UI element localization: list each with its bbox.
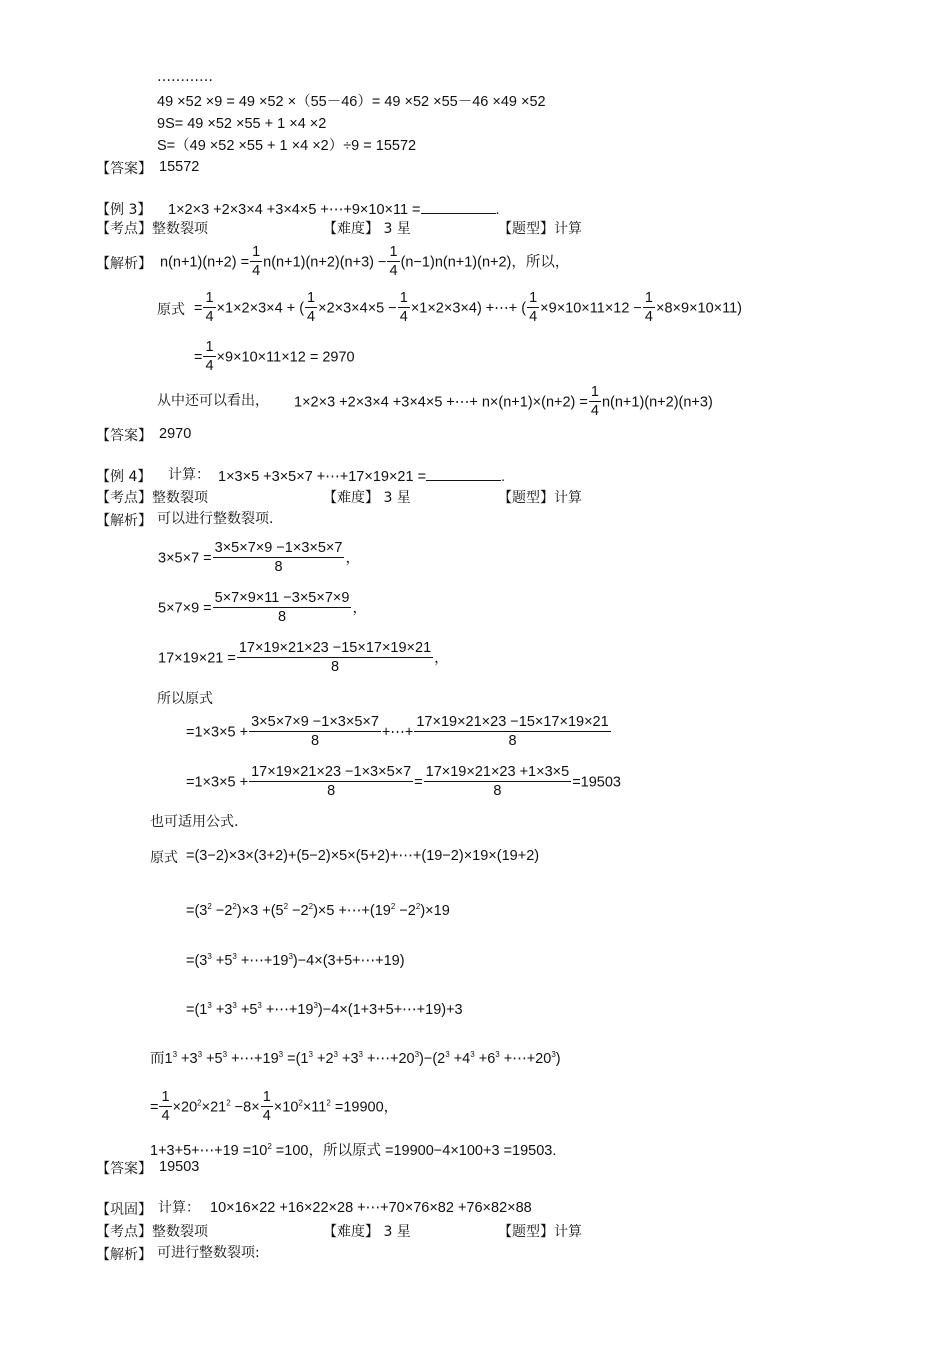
ex4-formula-6: = $\frac{1}{4}$ $\times 20^2\times 21^2 -8\times$ $\frac{1}{4}$ $\times 10^2\times 11^2 =19900$，	[150, 1089, 399, 1124]
example-4-label: 【例 4】	[96, 469, 152, 485]
calc-label: 计算：	[158, 1200, 200, 1216]
example-4-question: 1×3×5 +3×5×7 +⋯+17×19×21 = .	[218, 466, 505, 486]
derivation-line-3: S=（49 ×52 ×55 + 1 ×4 ×2）÷9 = 15572	[157, 138, 417, 154]
ex3-solution-line-2: = $\frac{1}{4}$ ×1×2×3×4 + ( $\frac{1}{4}$ ×2×3×4×5 − $\frac{1}{4}$ ×1×2×3×4) +⋯+ ( $\frac{1}{4}$ ×9×10×11×12 − $\frac{1}{4}$ ×8×9×10×11)	[194, 290, 743, 325]
answer-blank	[426, 466, 501, 481]
jiexi-label: 【解析】	[96, 256, 152, 272]
calc-label: 计算：	[168, 467, 210, 483]
answer-value: 15572	[159, 159, 200, 175]
alt-method-text: 也可适用公式.	[150, 814, 239, 830]
answer-blank	[421, 199, 496, 214]
ex4-row-3: 17×19×21 = $\frac{17\times 19\times 21\times 23 -15\times 17\times 19\times 21}{8}$ ，	[158, 640, 449, 675]
gonggu-question: 10×16×22 +16×22×28 +⋯+70×76×82 +76×82×88	[210, 1200, 532, 1216]
example-3-label: 【例 3】	[96, 202, 152, 218]
gonggu-label: 【巩固】	[96, 1202, 152, 1218]
ex3-solution-line-3: = $\frac{1}{4}$ ×9×10×11×12 = 2970	[194, 339, 355, 374]
answer-label: 【答案】	[96, 428, 152, 444]
derivation-line-1: 49 ×52 ×9 = 49 ×52 ×（55－46）= 49 ×52 ×55－46 ×49 ×52	[157, 94, 546, 110]
gonggu-intro: 可进行整数裂项:	[157, 1245, 260, 1261]
tixing-label: 【题型】计算	[498, 1224, 582, 1240]
nandu-label: 【难度】 3 星	[323, 490, 411, 506]
yuanshi-label: 原式	[150, 850, 178, 866]
ex4-row-5: =1×3×5 + $\frac{17\times 19\times 21\times 23 -1\times 3\times 5\times 7}{8}$ = $\frac{17\times 19\times 21\times 23 +1\times 3\times 5}{8}$ =19503	[186, 764, 621, 799]
nandu-label: 【难度】 3 星	[323, 1224, 411, 1240]
ex4-intro: 可以进行整数裂项.	[157, 511, 274, 527]
kaodian-label: 【考点】整数裂项	[96, 221, 208, 237]
ex4-formula-2: $=(3^2 -2^2)\times 3 +(5^2 -2^2)\times 5$ $+\cdots+(19^2 -2^2)\times 19$	[186, 902, 450, 919]
answer-label: 【答案】	[96, 161, 152, 177]
nandu-label: 【难度】 3 星	[323, 221, 411, 237]
suoyi-text: 所以原式	[157, 691, 213, 707]
example-3-question: 1×2×3 +2×3×4 +3×4×5 +⋯+9×10×11 = .	[168, 199, 500, 219]
ex4-formula-7: 1+3+5+⋯+19 $=10^2 =100$，所以原式 =19900−4×100+3 =19503.	[150, 1142, 557, 1159]
ellipsis-line: …………	[157, 69, 213, 85]
yuanshi-label: 原式	[157, 302, 185, 318]
kaodian-label: 【考点】整数裂项	[96, 490, 208, 506]
note-text: 从中还可以看出，	[157, 393, 269, 409]
answer-value: 19503	[159, 1159, 200, 1175]
ex4-formula-4: $=(1^3 +3^3 +5^3$ $+\cdots+19^3)-4\times(1+3+5+\cdots+19)+3$	[186, 1001, 463, 1018]
tixing-label: 【题型】计算	[498, 490, 582, 506]
answer-label: 【答案】	[96, 1161, 152, 1177]
jiexi-label: 【解析】	[96, 513, 152, 529]
ex4-row-4: =1×3×5 + $\frac{3\times 5\times 7\times 9 -1\times 3\times 5\times 7}{8}$ +⋯+ $\frac{17\times 19\times 21\times 23 -15\times 17\times 19\times 21}{8}$	[186, 714, 609, 749]
ex4-row-2: 5×7×9 = $\frac{5\times 7\times 9\times 11 -3\times 5\times 7\times 9}{8}$ ，	[158, 590, 367, 625]
ex3-identity: 1×2×3 +2×3×4 +3×4×5 +⋯+ n×(n+1)×(n+2) = $\frac{1}{4}$ n(n+1)(n+2)(n+3)	[294, 384, 713, 419]
ex3-solution-line-1: n(n+1)(n+2) = $\frac{1}{4}$ n(n+1)(n+2)(n+3) − $\frac{1}{4}$ (n−1)n(n+1)(n+2)，所以，	[160, 244, 570, 279]
answer-value: 2970	[159, 426, 192, 442]
derivation-line-2: 9S= 49 ×52 ×55 + 1 ×4 ×2	[157, 116, 327, 132]
jiexi-label: 【解析】	[96, 1247, 152, 1263]
ex4-row-1: 3×5×7 = $\frac{3\times 5\times 7\times 9 -1\times 3\times 5\times 7}{8}$ ，	[158, 540, 360, 575]
ex4-formula-5: 而$1^3 +3^3 +5^3$ $+\cdots+19^3 =(1^3 +2^3 +3^3$ $+\cdots+20^3)-(2^3 +4^3 +6^3$ $+\cdots+20^3$)	[150, 1050, 561, 1067]
tixing-label: 【题型】计算	[498, 221, 582, 237]
ex4-formula-1: =(3−2)×3×(3+2)+(5−2)×5×(5+2)+⋯+(19−2)×19×(19+2)	[186, 848, 540, 864]
kaodian-label: 【考点】整数裂项	[96, 1224, 208, 1240]
ex4-formula-3: $=(3^3 +5^3$ $+\cdots+19^3)-4\times(3+5+\cdots+19)$	[186, 952, 405, 969]
